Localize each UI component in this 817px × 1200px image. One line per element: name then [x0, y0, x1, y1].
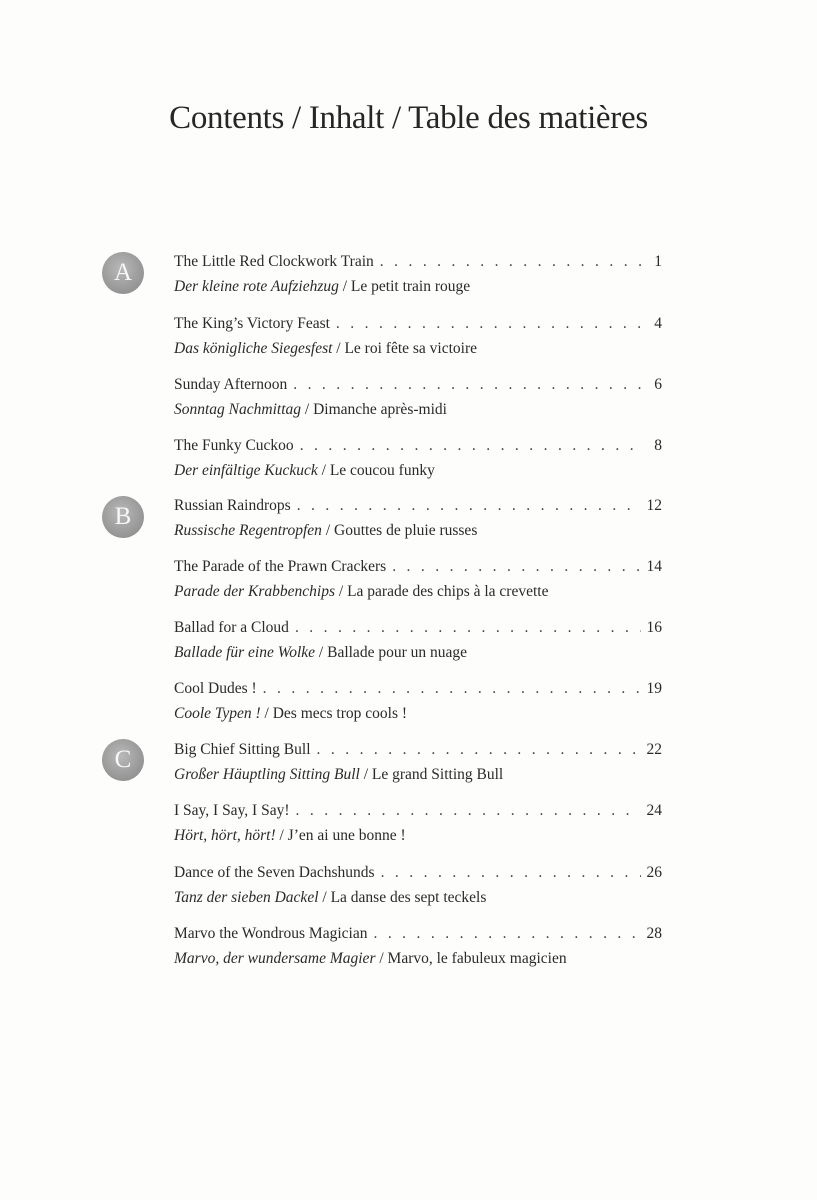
entry-german-title: Russische Regentropfen [174, 522, 322, 539]
toc-entry[interactable] [174, 678, 662, 725]
dot-leader [296, 800, 641, 822]
entry-title: Dance of the Seven Dachshunds [174, 864, 375, 881]
toc-entry[interactable] [174, 862, 662, 909]
entry-french-title: / Le petit train rouge [338, 278, 471, 295]
entry-french-title: / La parade des chips à la crevette [335, 583, 549, 600]
entry-page-number: 19 [646, 680, 662, 697]
entry-french-title: / Marvo, le fabuleux magicien [375, 950, 567, 967]
toc-entry[interactable] [174, 739, 662, 786]
entry-french-title: / Le roi fête sa victoire [332, 340, 478, 357]
entry-title: The Little Red Clockwork Train [174, 253, 374, 270]
entry-french-title: / La danse des sept teckels [318, 889, 487, 906]
toc-entry[interactable] [174, 800, 662, 847]
entry-page-number: 28 [646, 925, 662, 942]
toc-entry[interactable] [174, 251, 662, 298]
entry-page-number: 22 [646, 741, 662, 758]
entry-title: Marvo the Wondrous Magician [174, 925, 368, 942]
entry-page-number: 12 [646, 497, 662, 514]
entry-page-number: 1 [654, 253, 662, 270]
entry-page-number: 26 [646, 864, 662, 881]
page-title: Contents / Inhalt / Table des matières [169, 100, 648, 136]
entry-german-title: Das königliche Siegesfest [174, 340, 333, 357]
entry-french-title: / Ballade pour un nuage [315, 644, 467, 661]
section-badge-c: C [102, 739, 144, 781]
entry-german-title: Marvo, der wundersame Magier [174, 950, 376, 967]
dot-leader [380, 251, 642, 273]
entry-title: Sunday Afternoon [174, 376, 288, 393]
dot-leader [317, 739, 641, 761]
entry-french-title: / Gouttes de pluie russes [321, 522, 478, 539]
toc-entry[interactable] [174, 435, 662, 482]
dot-leader [293, 374, 642, 396]
dot-leader [373, 923, 640, 945]
section-badge-a: A [102, 252, 144, 294]
entry-title: Cool Dudes ! [174, 680, 257, 697]
entry-french-title: / Dimanche après-midi [301, 401, 447, 418]
entry-german-title: Der einfältige Kuckuck [174, 462, 318, 479]
entry-german-title: Der kleine rote Aufziehzug [174, 278, 339, 295]
toc-entry[interactable] [174, 374, 662, 421]
entry-german-title: Tanz der sieben Dackel [174, 889, 319, 906]
entry-title: The Funky Cuckoo [174, 437, 294, 454]
entry-german-title: Hört, hört, hört! [174, 827, 276, 844]
dot-leader [300, 435, 642, 457]
entry-title: Ballad for a Cloud [174, 619, 289, 636]
entry-page-number: 4 [654, 315, 662, 332]
entry-title: The King’s Victory Feast [174, 315, 330, 332]
entry-french-title: / Des mecs trop cools ! [260, 705, 408, 722]
entry-page-number: 14 [646, 558, 662, 575]
dot-leader [295, 617, 641, 639]
entry-german-title: Parade der Krabbenchips [174, 583, 336, 600]
entry-page-number: 8 [654, 437, 662, 454]
dot-leader [263, 678, 641, 700]
dot-leader [297, 495, 641, 517]
toc-entry[interactable] [174, 495, 662, 542]
entry-german-title: Sonntag Nachmittag [174, 401, 302, 418]
toc-entry[interactable] [174, 617, 662, 664]
entry-french-title: / Le grand Sitting Bull [359, 766, 504, 783]
entry-german-title: Coole Typen ! [174, 705, 261, 722]
dot-leader [392, 556, 640, 578]
entry-french-title: / J’en ai une bonne ! [275, 827, 406, 844]
dot-leader [381, 862, 641, 884]
entry-german-title: Ballade für eine Wolke [174, 644, 316, 661]
toc-entry[interactable] [174, 923, 662, 970]
dot-leader [336, 313, 642, 335]
entry-title: Big Chief Sitting Bull [174, 741, 311, 758]
toc-entry[interactable] [174, 313, 662, 360]
entry-french-title: / Le coucou funky [317, 462, 435, 479]
entry-page-number: 6 [654, 376, 662, 393]
toc-entry[interactable] [174, 556, 662, 603]
entry-title: The Parade of the Prawn Crackers [174, 558, 387, 575]
entry-title: Russian Raindrops [174, 497, 291, 514]
section-badge-b: B [102, 496, 144, 538]
entry-title: I Say, I Say, I Say! [174, 802, 290, 819]
entry-german-title: Großer Häuptling Sitting Bull [174, 766, 360, 783]
entry-page-number: 24 [646, 802, 662, 819]
entry-page-number: 16 [646, 619, 662, 636]
